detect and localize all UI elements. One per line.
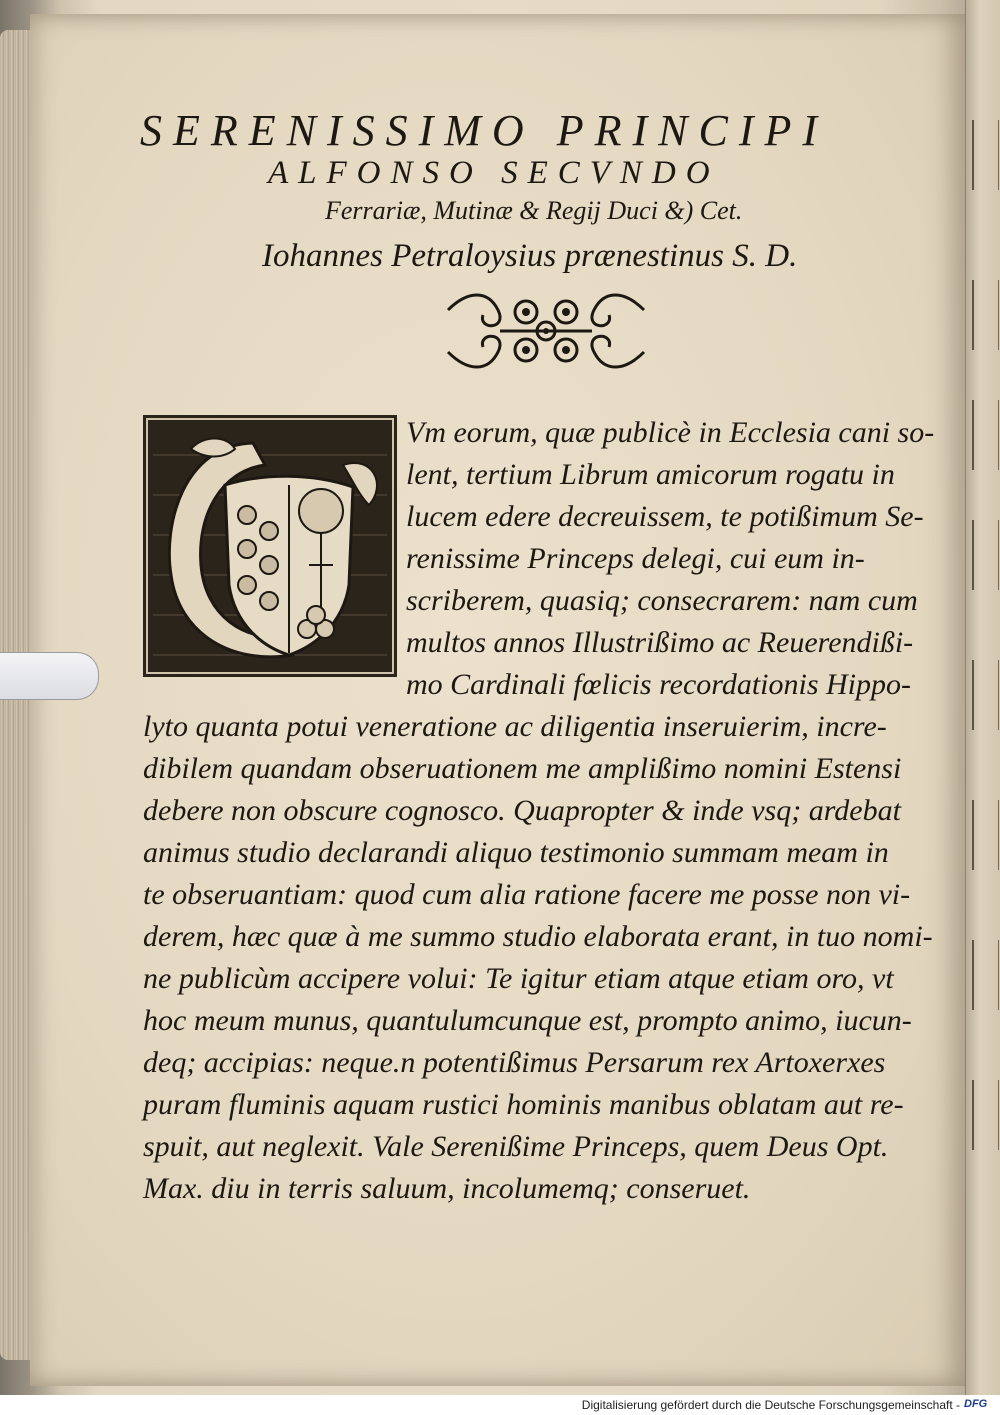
handwriting-mark — [972, 120, 999, 190]
body-line-11: animus studio declarandi aliquo testimonio summam meam in — [143, 836, 889, 869]
body-line-17: puram fluminis aquam rustici hominis manibus oblatam aut re- — [143, 1088, 904, 1121]
body-line-8: lyto quanta potui veneratione ac diligentia inseruierim, incre- — [143, 710, 887, 743]
heading-line-1: SERENISSIMO PRINCIPI — [140, 106, 828, 155]
handwriting-mark — [972, 1080, 999, 1150]
handwriting-mark — [972, 400, 999, 470]
body-line-9: dibilem quandam obseruationem me amplißimo nomini Estensi — [143, 752, 902, 785]
heading-line-3: Ferrariæ, Mutinæ & Regij Duci &) Cet. — [325, 196, 743, 225]
dfg-logo: DFG — [964, 1398, 988, 1410]
heading-line-4: Iohannes Petraloysius prænestinus S. D. — [262, 238, 798, 274]
handwriting-mark — [972, 800, 999, 870]
body-line-15: hoc meum munus, quantulumcunque est, prompto animo, iucun- — [143, 1004, 912, 1037]
handwriting-mark — [972, 940, 999, 1010]
heading-line-2: ALFONSO SECVNDO — [268, 155, 720, 191]
body-line-7: mo Cardinali fœlicis recordationis Hippo- — [406, 668, 912, 701]
body-line-1: Vm eorum, quæ publicè in Ecclesia cani so- — [406, 416, 935, 449]
body-line-12: te obseruantiam: quod cum alia ratione facere me posse non vi- — [143, 878, 911, 911]
handwriting-mark — [972, 660, 999, 730]
body-line-6: multos annos Illustrißimo ac Reuerendißi- — [406, 626, 914, 659]
body-line-2: lent, tertium Librum amicorum rogatu in — [406, 458, 895, 491]
bookmark-tab[interactable] — [0, 652, 99, 700]
body-line-3: lucem edere decreuissem, te potißimum Se- — [406, 500, 924, 533]
decorative-ornament-icon — [438, 290, 654, 372]
body-line-16: deq; accipias: neque.n potentißimus Persarum rex Artoxerxes — [143, 1046, 886, 1079]
handwriting-mark — [972, 280, 999, 350]
body-line-5: scriberem, quasiq; consecrarem: nam cum — [406, 584, 918, 617]
handwriting-mark — [972, 520, 999, 590]
body-line-14: ne publicùm accipere volui: Te igitur etiam atque etiam oro, vt — [143, 962, 894, 995]
facing-page-edge — [965, 0, 1000, 1395]
body-line-19: Max. diu in terris saluum, incolumemq; conseruet. — [143, 1172, 751, 1205]
body-line-10: debere non obscure cognosco. Quapropter & inde vsq; ardebat — [143, 794, 901, 827]
body-line-4: renissime Princeps delegi, cui eum in- — [406, 542, 865, 575]
body-line-13: derem, hæc quæ à me summo studio elaborata erant, in tuo nomi- — [143, 920, 933, 953]
decorated-initial-coat-of-arms — [143, 415, 397, 677]
digitization-credit: Digitalisierung gefördert durch die Deutsche Forschungsgemeinschaft - — [581, 1398, 960, 1412]
body-line-18: spuit, aut neglexit. Vale Serenißime Princeps, quem Deus Opt. — [143, 1130, 889, 1163]
